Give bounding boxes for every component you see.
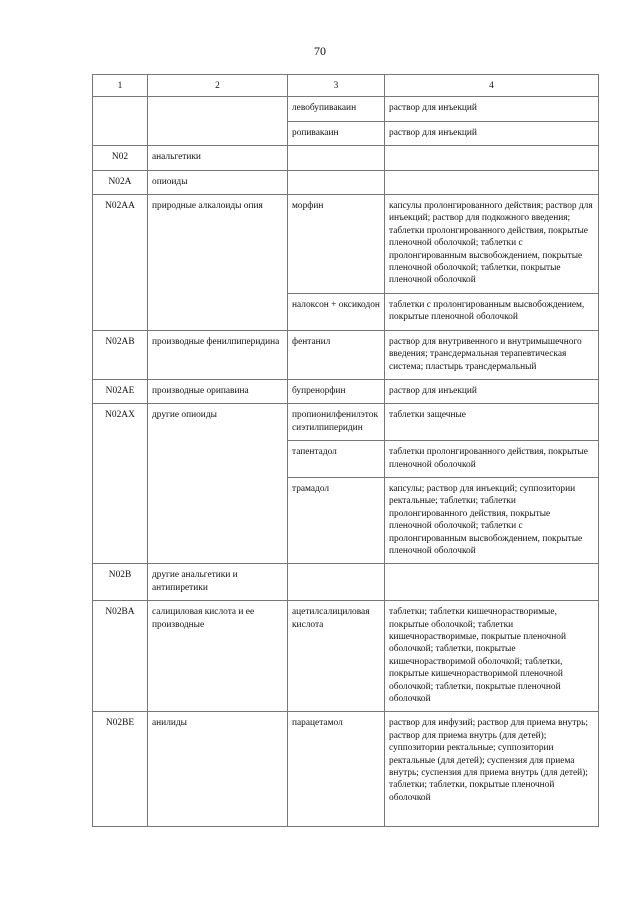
substance-cell: налоксон + оксикодон (288, 293, 385, 330)
group-cell: производные фенилпиперидина (148, 330, 288, 379)
substance-cell: морфин (288, 195, 385, 294)
substance-cell: ацетилсалициловая кислота (288, 601, 385, 712)
substance-cell (288, 170, 385, 194)
code-cell: N02BE (93, 712, 148, 827)
code-cell: N02AE (93, 379, 148, 403)
group-cell: салициловая кислота и ее производные (148, 601, 288, 712)
substance-cell: бупренорфин (288, 379, 385, 403)
form-cell: капсулы пролонгированного действия; раствор для инъекций; раствор для подкожного введения; таблетки пролонгированного действия, покрытые пленочной оболочкой; таблетки с пролонгированным высвобождением, покрытые пленочной оболочкой; таблетки, покрытые пленочной оболочкой (385, 195, 599, 294)
code-cell: N02AB (93, 330, 148, 379)
group-cell: другие опиоиды (148, 404, 288, 564)
substance-cell: трамадол (288, 477, 385, 563)
form-cell: раствор для внутривенного и внутримышечного введения; трансдермальная терапевтическая система; пластырь трансдермальный (385, 330, 599, 379)
code-cell: N02 (93, 146, 148, 170)
group-cell: природные алкалоиды опия (148, 195, 288, 331)
code-cell: N02BA (93, 601, 148, 712)
table-row (93, 97, 599, 121)
table-row (93, 379, 599, 403)
table-row (93, 195, 599, 294)
form-cell: раствор для инъекций (385, 379, 599, 403)
group-cell: опиоиды (148, 170, 288, 194)
table-row (93, 601, 599, 712)
form-cell: раствор для инъекций (385, 97, 599, 121)
drug-table (92, 74, 599, 827)
table-row (93, 564, 599, 601)
form-cell: капсулы; раствор для инъекций; суппозитории ректальные; таблетки; таблетки пролонгированного действия, покрытые пленочной оболочкой; таблетки с пролонгированным высвобождением, покрытые пленочной оболочкой (385, 477, 599, 563)
header-cell: 4 (385, 75, 599, 97)
form-cell: таблетки; таблетки кишечнорастворимые, покрытые оболочкой; таблетки кишечнорастворимые, покрытые пленочной оболочкой; таблетки, покрытые кишечнорастворимой оболочкой; таблетки, покрытые кишечнорастворимой пленочной оболочкой; таблетки, покрытые пленочной оболочкой (385, 601, 599, 712)
table-row (93, 330, 599, 379)
substance-cell: тапентадол (288, 441, 385, 478)
substance-cell: парацетамол (288, 712, 385, 827)
code-cell: N02AA (93, 195, 148, 331)
form-cell (385, 564, 599, 601)
group-cell: другие анальгетики и антипиретики (148, 564, 288, 601)
code-cell: N02AX (93, 404, 148, 564)
table-row (93, 170, 599, 194)
substance-cell: левобупивакаин (288, 97, 385, 121)
code-cell: N02B (93, 564, 148, 601)
header-cell: 1 (93, 75, 148, 97)
code-cell (93, 97, 148, 146)
table-row (93, 712, 599, 827)
substance-cell: пропионилфенилэтоксиэтилпиперидин (288, 404, 385, 441)
form-cell: таблетки пролонгированного действия, покрытые пленочной оболочкой (385, 441, 599, 478)
header-cell: 2 (148, 75, 288, 97)
form-cell (385, 146, 599, 170)
header-cell: 3 (288, 75, 385, 97)
group-cell: производные орипавина (148, 379, 288, 403)
substance-cell (288, 564, 385, 601)
table-header-row (93, 75, 599, 97)
code-cell: N02A (93, 170, 148, 194)
form-cell: таблетки с пролонгированным высвобождением, покрытые пленочной оболочкой (385, 293, 599, 330)
group-cell: анилиды (148, 712, 288, 827)
form-cell (385, 170, 599, 194)
substance-cell: фентанил (288, 330, 385, 379)
form-cell: раствор для инъекций (385, 121, 599, 145)
table-row (93, 404, 599, 441)
form-cell: раствор для инфузий; раствор для приема внутрь; раствор для приема внутрь (для детей); суппозитории ректальные; суппозитории ректальные (для детей); суспензия для приема внутрь; суспензия для приема внутрь (для детей); таблетки; таблетки, покрытые пленочной оболочкой (385, 712, 599, 827)
substance-cell: ропивакаин (288, 121, 385, 145)
page-number: 70 (314, 44, 326, 58)
group-cell: анальгетики (148, 146, 288, 170)
group-cell (148, 97, 288, 146)
form-cell: таблетки защечные (385, 404, 599, 441)
table-row (93, 146, 599, 170)
substance-cell (288, 146, 385, 170)
